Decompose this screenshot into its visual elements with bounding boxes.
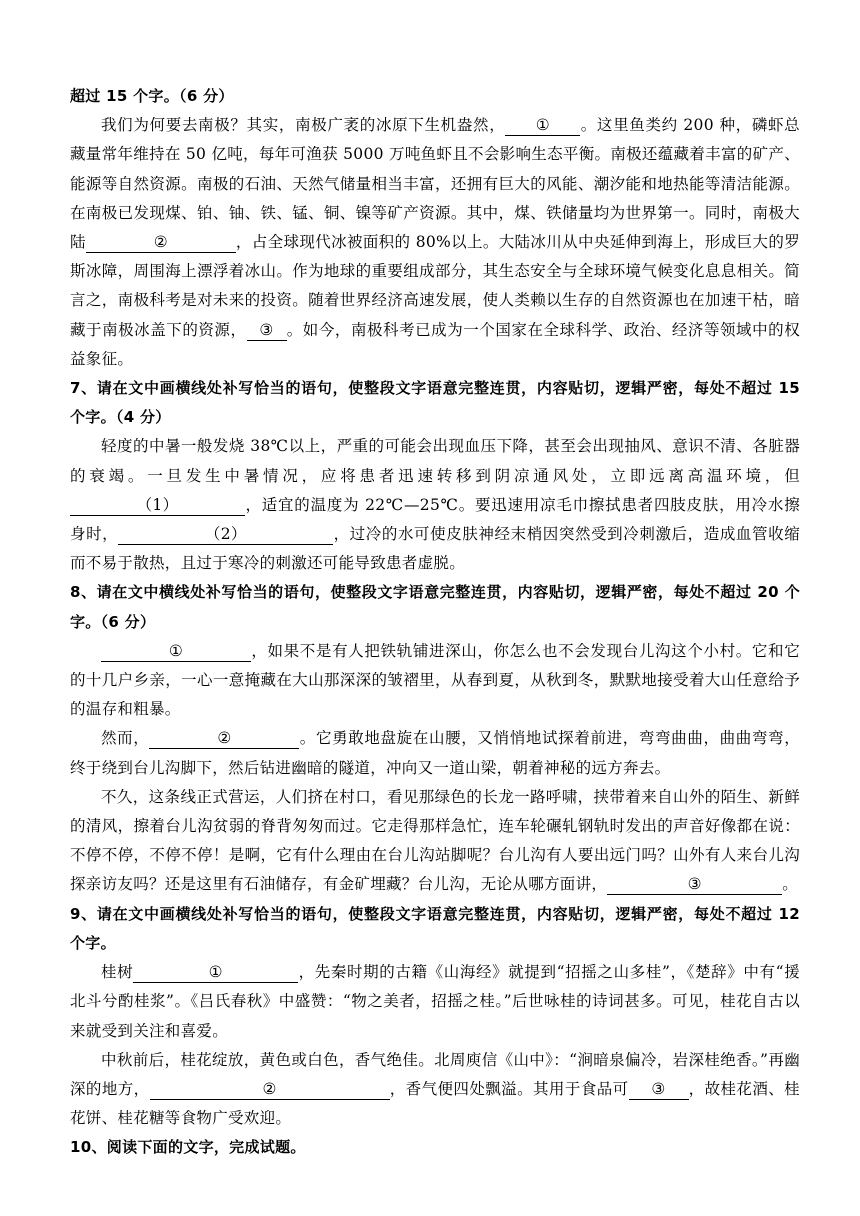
passage-text: ，占全球现代冰被面积的 80%以上。大陆冰川从中央延伸到海上，形成巨大的罗斯冰障，周围海上漂浮着冰山。作为地球的重要组成部分，其生态安全与全球环境气候变化息息相关。简言之，南极科考是对未来的投资。随着世界经济高速发展，使人类赖以生存的自然资源也在加速干枯，暗藏于南极冰盖下的资源， [70, 233, 800, 339]
passage-text: 。它勇敢地盘旋在山腰，又悄悄地试探着前进，弯弯曲曲，曲曲弯弯，终于绕到台儿沟脚下，然后钻进幽暗的隧道，冲向又一道山梁，朝着神秘的远方奔去。 [70, 729, 800, 777]
question-8-heading: 8、请在文中横线处补写恰当的语句，使整段文字语意完整连贯，内容贴切，逻辑严密，每处不超过 20 个字。（6 分） [70, 583, 800, 631]
passage-8-para-3 [70, 783, 800, 900]
answer-blank[interactable]: ① [101, 641, 251, 662]
passage-text: 桂树 [101, 963, 134, 982]
passage-text: 。 [782, 875, 799, 894]
passage-text: ，过冷的水可使皮肤神经末梢因突然受到冷刺激后，造成血管收缩而不易于散热，且过于寒冷的刺激还可能导致患者虚脱。 [70, 525, 800, 573]
passage-text: ，适宜的温度为 22℃—25℃。要迅速用凉毛巾擦拭患者四肢皮肤，用冷水擦身时， [70, 495, 800, 544]
answer-blank[interactable]: ② [86, 232, 236, 253]
passage-text: ，故桂花酒、桂花饼、桂花糖等食物广受欢迎。 [70, 1079, 800, 1128]
answer-blank[interactable]: ② [150, 1079, 390, 1100]
answer-blank[interactable]: ① [133, 962, 298, 983]
passage-9-para-1 [70, 958, 800, 1046]
passage-text: 不久，这条线正式营运，人们挤在村口，看见那绿色的长龙一路呼啸，挟带着来自山外的陌生、新鲜的清风，擦着台儿沟贫弱的脊背匆匆而过。它走得那样急忙，连车轮碾轧钢轨时发出的声音好像都在说：不停不停，不停不停！是啊，它有什么理由在台儿沟站脚呢？台儿沟有人要出远门吗？山外有人来台儿沟探亲访友吗？还是这里有石油储存，有金矿埋藏？台儿沟，无论从哪方面讲， [70, 787, 800, 894]
question-10-heading: 10、阅读下面的文字，完成试题。 [70, 1138, 306, 1157]
answer-blank[interactable]: ① [505, 115, 580, 136]
passage-text: 中秋前后，桂花绽放，黄色或白色，香气绝佳。北周庾信《山中》：“涧暗泉偏冷，岩深桂绝香。”再幽深的地方， [70, 1050, 800, 1098]
question-9-heading: 9、请在文中画横线处补写恰当的语句，使整段文字语意完整连贯，内容贴切，逻辑严密，每处不超过 12 个字。 [70, 904, 800, 952]
passage-7 [70, 432, 800, 578]
passage-9-para-2 [70, 1046, 800, 1134]
answer-blank[interactable]: ③ [607, 874, 782, 895]
passage-text: 轻度的中暑一般发烧 38℃以上，严重的可能会出现血压下降，甚至会出现抽风、意识不清、各脏器的衰竭。一旦发生中暑情况，应将患者迅速转移到阴凉通风处，立即远离高温环境，但 [70, 437, 800, 485]
question-6-tail: 超过 15 个字。（6 分） [70, 87, 234, 105]
answer-blank[interactable]: ③ [247, 320, 287, 341]
passage-6 [70, 111, 800, 374]
answer-blank[interactable]: （2） [118, 524, 333, 545]
passage-text: ，先秦时期的古籍《山海经》就提到“招摇之山多桂”，《楚辞》中有“援北斗兮酌桂浆”。《吕氏春秋》中盛赞：“物之美者，招摇之桂。”后世咏桂的诗词甚多。可见，桂花自古以来就受到关注和喜爱。 [70, 963, 800, 1040]
passage-text: 然而， [101, 729, 150, 748]
passage-text: ，如果不是有人把铁轨铺进深山，你怎么也不会发现台儿沟这个小村。它和它的十几户乡亲，一心一意掩藏在大山那深深的皱褶里，从春到夏，从秋到冬，默默地接受着大山任意给予的温存和粗暴。 [70, 641, 800, 719]
passage-text: 。这里鱼类约 200 种，磷虾总藏量常年维持在 50 亿吨，每年可渔获 5000 万吨鱼虾且不会影响生态平衡。南极还蕴藏着丰富的矿产、能源等自然资源。南极的石油、天然气储量相当丰富，还拥有巨大的风能、潮汐能和地热能等清洁能源。在南极已发现煤、铂、铀、铁、锰、铜、镍等矿产资源。其中，煤、铁储量均为世界第一。同时，南极大陆 [70, 116, 800, 252]
passage-text: 我们为何要去南极？其实，南极广袤的冰原下生机盎然， [101, 116, 506, 135]
answer-blank[interactable]: ② [149, 728, 299, 749]
question-7-heading: 7、请在文中画横线处补写恰当的语句，使整段文字语意完整连贯，内容贴切，逻辑严密，每处不超过 15 个字。（4 分） [70, 379, 800, 427]
passage-text: ，香气便四处飘溢。其用于食品可 [389, 1079, 629, 1098]
answer-blank[interactable]: ③ [629, 1079, 689, 1100]
passage-8-para-2 [70, 724, 800, 782]
passage-text: 。如今，南极科考已成为一个国家在全球科学、政治、经济等领域中的权益象征。 [70, 320, 800, 368]
document-page [70, 82, 800, 1163]
answer-blank[interactable]: （1） [70, 495, 245, 516]
passage-8-para-1 [70, 637, 800, 725]
